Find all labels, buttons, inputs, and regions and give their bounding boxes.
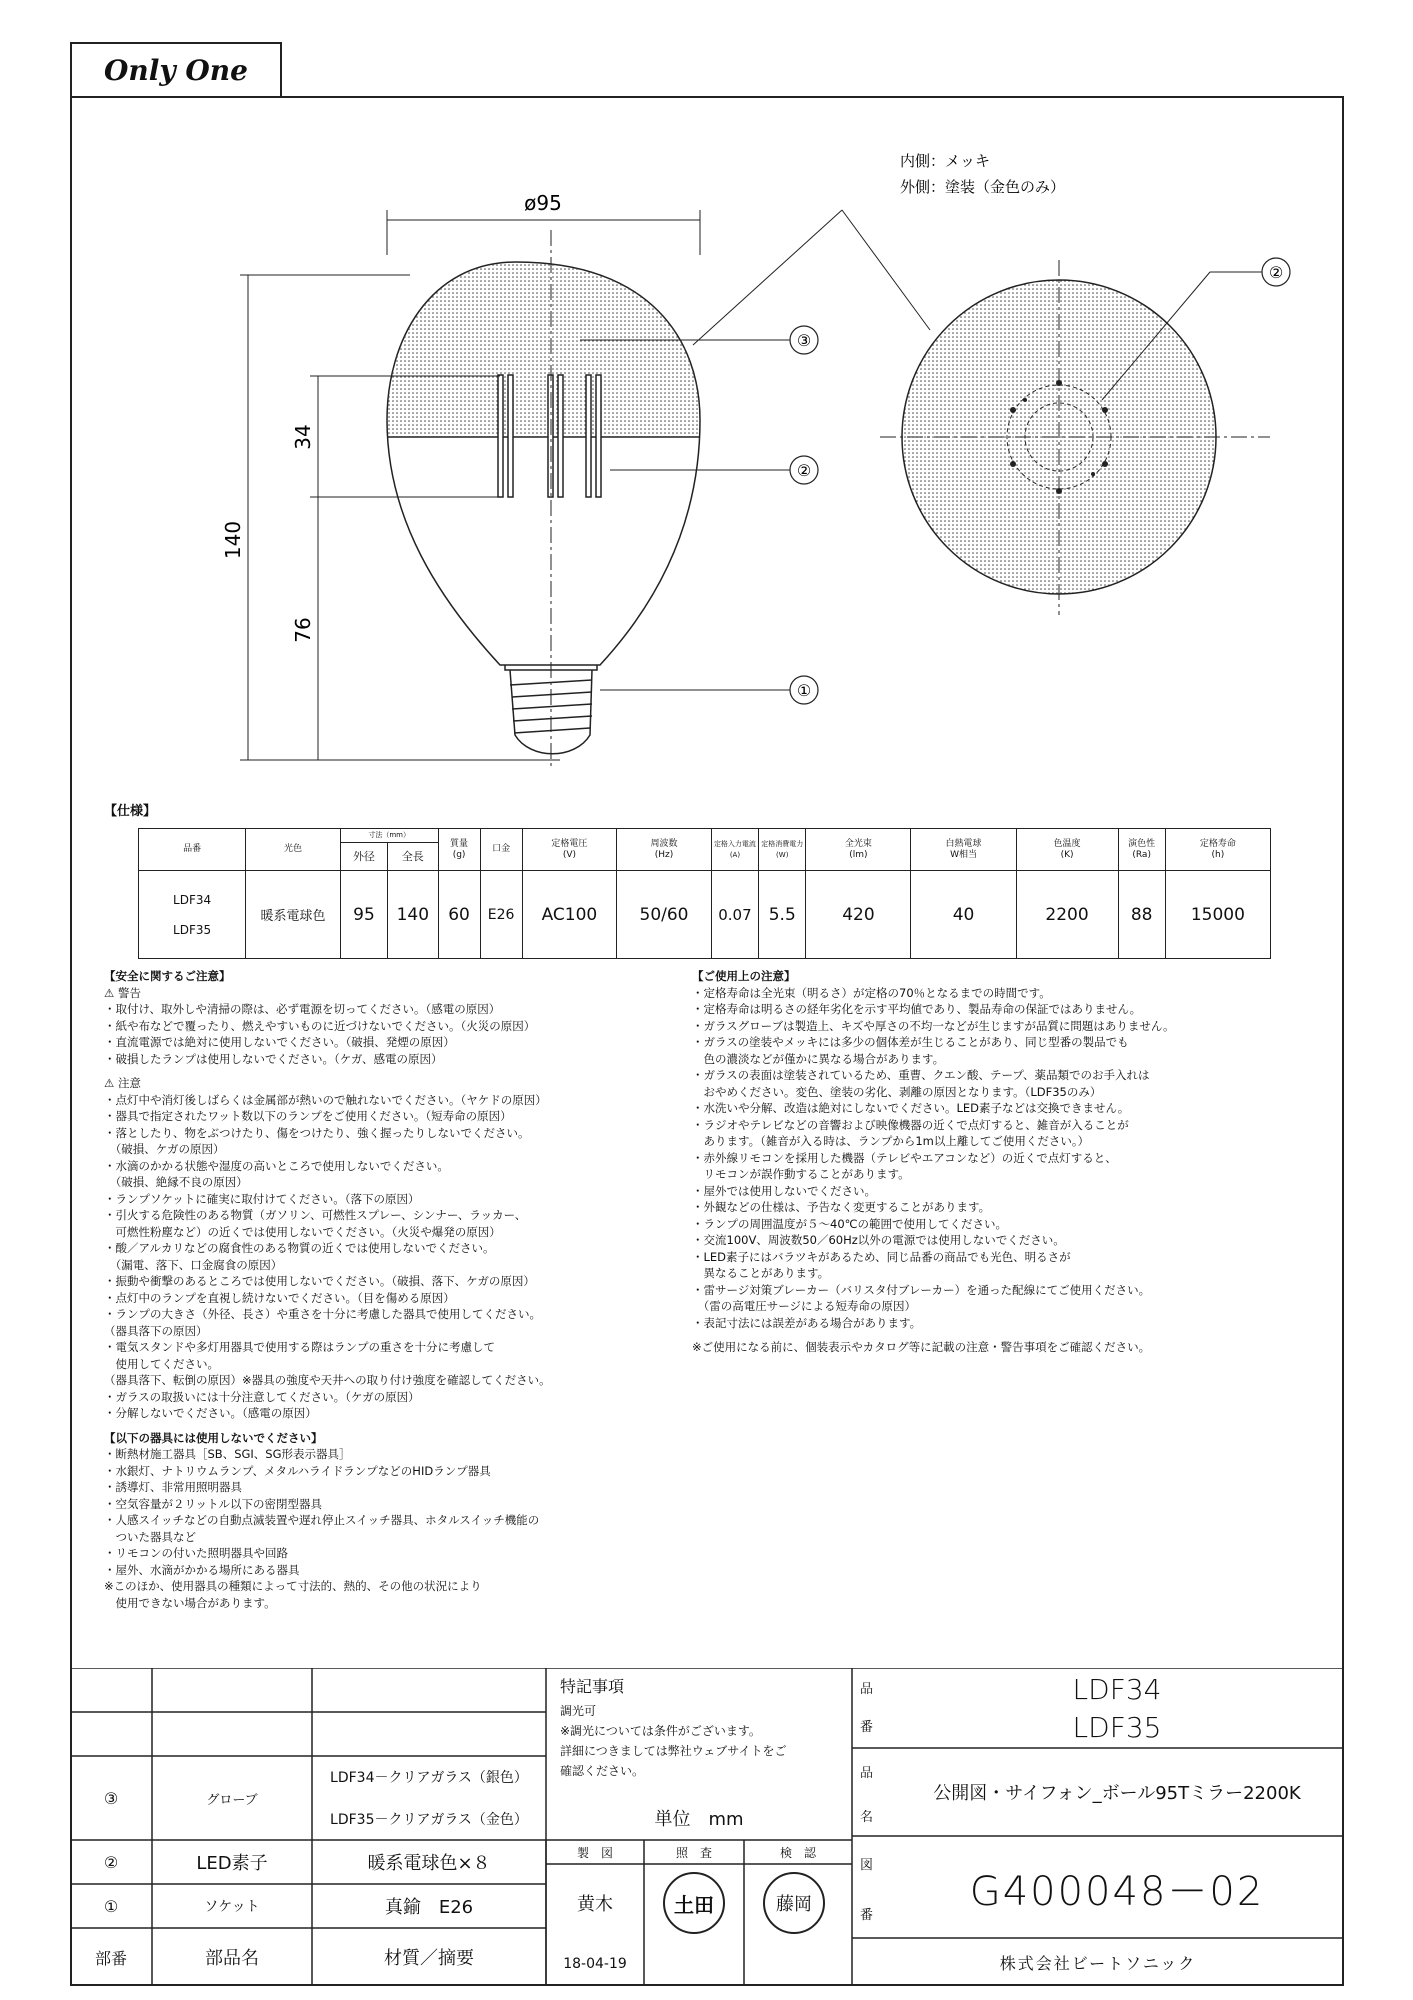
usage-line: ・ラジオやテレビなどの音響および映像機器の近くで点灯すると、雑音が入ることが (692, 1117, 1129, 1132)
safety-line: ・分解しないでください。（感電の原因） (104, 1406, 317, 1420)
spec-title: 【仕様】 (104, 804, 157, 819)
safety-line: （漏電、落下、口金腐食の原因） (104, 1257, 283, 1272)
drawing-number: G400048－02 (969, 1868, 1265, 1915)
safety-line: （破損、ケガの原因） (104, 1142, 225, 1156)
callout-3: ③ (796, 331, 812, 350)
safety-line: （器具落下の原因） (104, 1323, 208, 1338)
label-ban2: 番 (860, 1908, 874, 1923)
usage-line: ・外観などの仕様は、予告なく変更することがあります。 (692, 1200, 991, 1214)
safety-line: ・紙や布などで覆ったり、燃えやすいものに近づけないでください。（火災の原因） (104, 1018, 536, 1033)
callout-1: ① (796, 681, 812, 700)
part-2-name: LED素子 (196, 1853, 268, 1874)
safety-line: ・落としたり、物をぶつけたり、傷をつけたり、強く握ったりしないでください。 (104, 1125, 530, 1140)
part-2-no: ② (103, 1852, 119, 1872)
company-name: 株式会社ビートソニック (999, 1953, 1197, 1973)
cell-current: 0.07 (711, 871, 758, 959)
safety-line: ⚠ 注意 (104, 1076, 141, 1090)
usage-line: ※ご使用になる前に、個装表示やカタログ等に記載の注意・警告事項をご確認ください。 (692, 1340, 1151, 1354)
notes-line-2: ※調光については条件がございます。 (560, 1724, 761, 1738)
header-material: 材質／摘要 (384, 1948, 474, 1969)
cell-mass: 60 (438, 871, 480, 959)
safety-line: 使用してください。 (104, 1356, 219, 1371)
th-mass: 質量 (g) (438, 829, 480, 871)
notes-line-1: 調光可 (560, 1704, 597, 1718)
callout-2-right: ② (1268, 263, 1284, 282)
usage-line: ・ガラスの塗装やメッキには多少の個体差が生じることがあり、同じ型番の製品でも (692, 1035, 1129, 1049)
safety-line: ・振動や衝撃のあるところでは使用しないでください。（破損、落下、ケガの原因） (104, 1274, 535, 1288)
unit-label: 単位 mm (654, 1809, 744, 1830)
th-freq: 周波数 (Hz) (617, 829, 712, 871)
notes-line-3: 詳細につきましては弊社ウェブサイトをご (560, 1744, 787, 1758)
safety-line (104, 1422, 551, 1430)
part-1-mat: 真鍮 E26 (384, 1897, 474, 1918)
safety-line: ・水銀灯、ナトリウムランプ、メタルハライドランプなどのHIDランプ器具 (104, 1463, 491, 1478)
usage-line: あります。（雑音が入る時は、ランプから1m以上離してご使用ください。） (692, 1134, 1090, 1148)
cell-outer: 95 (340, 871, 387, 959)
th-incand: 白熱電球 W相当 (911, 829, 1016, 871)
safety-line: ・取付け、取外しや清掃の際は、必ず電源を切ってください。（感電の原因） (104, 1002, 501, 1016)
th-current: 定格入力電流 (A) (711, 829, 758, 871)
cell-life: 15000 (1165, 871, 1270, 959)
safety-line: ・器具で指定されたワット数以下のランプをご使用ください。（短寿命の原因） (104, 1109, 512, 1123)
cell-length: 140 (388, 871, 438, 959)
safety-line: 【安全に関するご注意】 (104, 969, 231, 983)
safety-line: ・リモコンの付いた照明器具や回路 (104, 1546, 288, 1560)
cell-cct: 2200 (1016, 871, 1118, 959)
th-color: 光色 (246, 829, 341, 871)
safety-line: ・断熱材施工器具［SB、SGI、SG形表示器具］ (104, 1447, 351, 1461)
cell-incand: 40 (911, 871, 1016, 959)
usage-line: ・ランプの周囲温度が５～40℃の範囲で使用してください。 (692, 1216, 1008, 1231)
label-mei: 名 (860, 1810, 874, 1825)
cell-color: 暖系電球色 (246, 871, 341, 959)
safety-line: ・電気スタンドや多灯用器具で使用する際はランプの重さを十分に考慮して (104, 1340, 495, 1354)
cell-cri: 88 (1118, 871, 1165, 959)
usage-line: ・LED素子にはバラツキがあるため、同じ品番の商品でも光色、明るさが (692, 1249, 1071, 1264)
safety-line: 可燃性粉塵など）の近くでは使用しないでください。（火災や爆発の原因） (104, 1224, 501, 1239)
stamp-approve: 藤岡 (776, 1894, 812, 1915)
safety-line: ・屋外、水滴がかかる場所にある器具 (104, 1562, 300, 1577)
cell-voltage: AC100 (522, 871, 617, 959)
safety-line: ・ランプソケットに確実に取付けてください。（落下の原因） (104, 1191, 420, 1206)
th-cct: 色温度 (K) (1016, 829, 1118, 871)
note-inside: 内側：メッキ (900, 152, 991, 170)
product-code-2: LDF35 (1072, 1710, 1162, 1744)
seal-draw-label: 製 図 (576, 1845, 613, 1860)
note-outside: 外側：塗装（金色のみ） (900, 178, 1066, 196)
safety-line: ・点灯中のランプを直視し続けないでください。（目を傷める原因） (104, 1290, 455, 1305)
cell-name: LDF34 LDF35 (139, 871, 246, 959)
drawing-date: 18-04-19 (563, 1956, 627, 1972)
label-hin: 品 (860, 1682, 874, 1697)
part-3-mat2: LDF35－クリアガラス（金色） (330, 1812, 528, 1828)
safety-line: ※このほか、使用器具の種類によって寸法的、熱的、その他の状況により (104, 1579, 482, 1593)
part-3-mat1: LDF34－クリアガラス（銀色） (330, 1770, 528, 1786)
dim-diameter: ø95 (524, 191, 562, 215)
safety-line: ・引火する危険性のある物質（ガソリン、可燃性スプレー、シンナー、ラッカー、 (104, 1208, 527, 1222)
usage-line: ・定格寿命は全光束（明るさ）が定格の70％となるまでの時間です。 (692, 985, 1051, 1000)
label-zu: 図 (860, 1858, 874, 1873)
notes-line-4: 確認ください。 (560, 1764, 645, 1778)
safety-line: 使用できない場合があります。 (104, 1595, 276, 1610)
cell-base: E26 (480, 871, 522, 959)
th-voltage: 定格電圧 (V) (522, 829, 617, 871)
part-3-no: ③ (103, 1788, 119, 1808)
safety-line: （破損、絶縁不良の原因） (104, 1175, 248, 1189)
usage-line: 【ご使用上の注意】 (692, 969, 796, 983)
usage-line: ・赤外線リモコンを採用した機器（テレビやエアコンなど）の近くで点灯すると、 (692, 1150, 1117, 1165)
drawer-name: 黄木 (577, 1894, 613, 1915)
part-3-name: グローブ (206, 1792, 258, 1808)
usage-line (692, 1331, 1175, 1339)
safety-line: 【以下の器具には使用しないでください】 (104, 1430, 323, 1445)
safety-line: ・点灯中や消灯後しばらくは金属部が熱いので触れないでください。（ヤケドの原因） (104, 1092, 547, 1107)
title-block (70, 1668, 1344, 1986)
stamp-check: 土田 (674, 1892, 714, 1917)
product-code-1: LDF34 (1072, 1672, 1162, 1706)
th-size: 寸法（mm） (340, 829, 438, 843)
part-1-no: ① (103, 1896, 119, 1916)
usage-line: ・水洗いや分解、改造は絶対にしないでください。LED素子などは交換できません。 (692, 1101, 1130, 1115)
safety-line: ・破損したランプは使用しないでください。（ケガ、感電の原因） (104, 1051, 443, 1066)
label-hin2: 品 (860, 1766, 874, 1781)
safety-line: （器具落下、転倒の原因）※器具の強度や天井への取り付け強度を確認してください。 (104, 1373, 551, 1387)
safety-notes (104, 968, 551, 1611)
safety-line (104, 1067, 551, 1075)
safety-line: ・誘導灯、非常用照明器具 (104, 1480, 242, 1494)
usage-line: おやめください。変色、塗装の劣化、剥離の原因となります。（LDF35のみ） (692, 1084, 1102, 1099)
notes-title: 特記事項 (560, 1677, 625, 1696)
th-name: 品番 (139, 829, 246, 871)
th-life: 定格寿命 (h) (1165, 829, 1270, 871)
brand-logo: Only One (70, 42, 282, 96)
header-no: 部番 (94, 1948, 127, 1968)
usage-line: ・表記寸法には誤差がある場合があります。 (692, 1315, 922, 1330)
bulb-drawing (0, 0, 1413, 800)
cell-power: 5.5 (759, 871, 806, 959)
part-1-name: ソケット (204, 1899, 260, 1915)
usage-line: ・ガラスの表面は塗装されているため、重曹、クエン酸、テープ、薬品類でのお手入れは (692, 1068, 1150, 1082)
safety-line: ・空気容量が２リットル以下の密閉型器具 (104, 1496, 323, 1511)
usage-notes (692, 968, 1175, 1356)
seal-check-label: 照 査 (675, 1845, 712, 1860)
th-power: 定格消費電力 (W) (759, 829, 806, 871)
usage-line: ・定格寿命は明るさの経年劣化を示す平均値であり、製品寿命の保証ではありません。 (692, 1002, 1142, 1016)
usage-line: ・交流100V、周波数50／60Hz以外の電源では使用しないでください。 (692, 1233, 1065, 1247)
dim-76: 76 (291, 617, 315, 643)
safety-line: ・直流電源では絶対に使用しないでください。（破損、発煙の原因） (104, 1035, 455, 1049)
cell-freq: 50/60 (617, 871, 712, 959)
product-name: 公開図・サイフォン_ボール95Tミラー2200K (933, 1783, 1301, 1804)
safety-line: ・人感スイッチなどの自動点滅装置や遅れ停止スイッチ器具、ホタルスイッチ機能の (104, 1513, 540, 1527)
usage-line: ・雷サージ対策ブレーカー（バリスタ付ブレーカー）を通った配線にてご使用ください。 (692, 1282, 1151, 1297)
safety-line: ・ランプの大きさ（外径、長さ）や重さを十分に考慮した器具で使用してください。 (104, 1307, 541, 1321)
seal-approve-label: 検 認 (779, 1845, 816, 1860)
cell-flux: 420 (806, 871, 911, 959)
th-base: 口金 (480, 829, 522, 871)
th-flux: 全光束 (lm) (806, 829, 911, 871)
usage-line: （雷の高電圧サージによる短寿命の原因） (692, 1299, 917, 1313)
spec-table (138, 828, 1271, 959)
safety-line: ・水滴のかかる状態や湿度の高いところで使用しないでください。 (104, 1158, 449, 1173)
label-ban: 番 (860, 1720, 874, 1735)
usage-line: リモコンが誤作動することがあります。 (692, 1167, 910, 1181)
safety-line: ついた器具など (104, 1529, 196, 1544)
safety-line: ・ガラスの取扱いには十分注意してください。（ケガの原因） (104, 1389, 420, 1404)
th-length: 全長 (388, 843, 438, 871)
th-cri: 演色性 (Ra) (1118, 829, 1165, 871)
dim-total: 140 (221, 520, 245, 560)
part-2-mat: 暖系電球色×８ (367, 1853, 491, 1874)
safety-line: ・酸／アルカリなどの腐食性のある物質の近くでは使用しないでください。 (104, 1241, 495, 1255)
dim-34: 34 (291, 424, 315, 450)
usage-line: ・屋外では使用しないでください。 (692, 1183, 876, 1198)
th-outer: 外径 (340, 843, 387, 871)
header-name: 部品名 (205, 1948, 259, 1969)
usage-line: 異なることがあります。 (692, 1266, 830, 1280)
safety-line: ⚠ 警告 (104, 985, 141, 1000)
usage-line: ・ガラスグローブは製造上、キズや厚さの不均一などが生じますが品質に問題はありません。 (692, 1018, 1175, 1033)
usage-line: 色の濃淡などが僅かに異なる場合があります。 (692, 1051, 945, 1066)
callout-2: ② (796, 461, 812, 480)
